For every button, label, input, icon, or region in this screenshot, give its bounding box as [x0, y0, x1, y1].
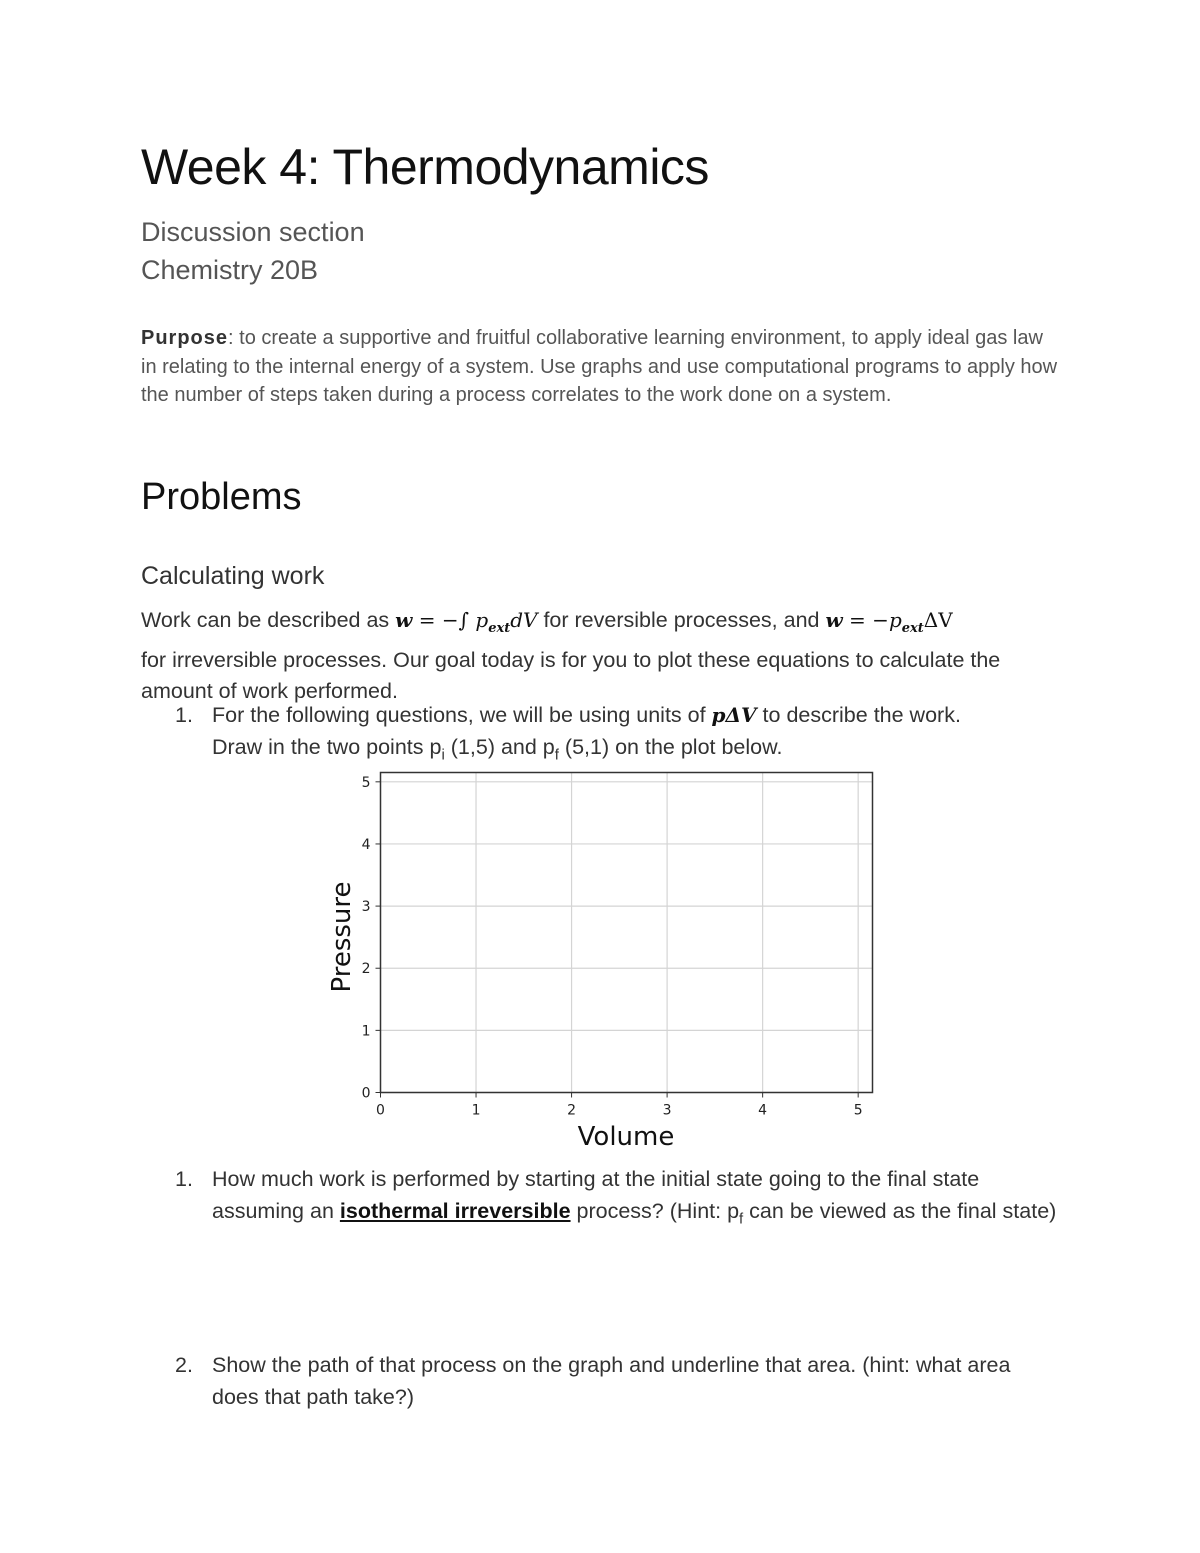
list-item-text [212, 1164, 1062, 1234]
q1-text-d: (1,5) and p [444, 734, 555, 759]
intro-paragraph [141, 605, 1061, 708]
x-tick-label: 4 [758, 1102, 768, 1119]
list-item-text: Show the path of that process on the graph and underline that area. (hint: what area does that path take?) [212, 1353, 1011, 1409]
list-item-q2 [175, 1164, 1065, 1260]
q1-sub-f: f [554, 745, 559, 763]
intro-text-3: for irreversible processes. Our goal today is for you to plot these equations to calculate the amount of work performed. [141, 647, 1001, 703]
y-axis-label: Pressure [327, 881, 357, 993]
purpose-paragraph [141, 324, 1061, 410]
list-number: 1. [175, 703, 193, 727]
x-tick-label: 0 [376, 1102, 385, 1119]
eq-w: w [395, 608, 413, 632]
y-tick-label: 4 [361, 836, 371, 853]
eq-ext: ext [488, 621, 511, 636]
eq-integral: = −∫ [412, 608, 476, 632]
eq2-dv: ΔV [923, 608, 953, 632]
subheading-calculating-work: Calculating work [141, 562, 325, 590]
purpose-label: Purpose [141, 327, 229, 349]
y-tick-label: 2 [361, 961, 371, 978]
y-tick-label: 1 [361, 1023, 371, 1040]
purpose-text: : to create a supportive and fruitful collaborative learning environment, to apply ideal gas law in relating to the internal energy of a system. Use graphs and use computational programs to apply how the number of steps taken during a process correlates to the work done on a system. [141, 327, 1058, 406]
eq2-w: w [825, 608, 843, 632]
q2-text-c: can be viewed as the final state) [743, 1198, 1057, 1223]
plot-frame [381, 773, 873, 1093]
q1-text-c: Draw in the two points p [212, 734, 442, 759]
intro-text-1: Work can be described as [141, 608, 396, 632]
irreversible-work-equation [825, 608, 953, 636]
chart-ticks [362, 775, 863, 1119]
pv-chart [320, 765, 890, 1155]
list-item-q1 [175, 700, 1065, 764]
q2-text-b: process? (Hint: p [570, 1198, 740, 1223]
x-tick-label: 5 [853, 1102, 863, 1119]
q1-text-b: to describe the work. [756, 703, 961, 727]
reversible-work-equation [395, 608, 538, 636]
list-number: 1. [175, 1167, 193, 1191]
q1-text-e: (5,1) on the plot below. [558, 734, 783, 759]
list-number: 2. [175, 1353, 193, 1377]
x-axis-label: Volume [577, 1122, 675, 1152]
eq-dv: dV [510, 608, 538, 632]
y-tick-label: 5 [361, 774, 371, 791]
q1-sub-i: i [441, 745, 445, 763]
q1-text-a: For the following questions, we will be using units of [212, 703, 712, 727]
q2-text-a: How much work is performed by starting at the initial state going to the final state assuming an [212, 1167, 980, 1223]
chart-grid [381, 773, 873, 1093]
list-item-text [212, 700, 1062, 770]
y-tick-label: 3 [361, 899, 371, 916]
section-heading-problems: Problems [141, 476, 302, 518]
subtitle-course: Chemistry 20B [141, 255, 319, 285]
list-item-q3 [175, 1350, 1065, 1414]
eq2-p: p [888, 608, 902, 632]
eq2-minus: = − [842, 608, 889, 632]
x-tick-label: 2 [567, 1102, 577, 1119]
intro-text-2: for reversible processes, and [537, 608, 826, 632]
eq-p: p [475, 608, 489, 632]
x-tick-label: 3 [662, 1102, 672, 1119]
x-tick-label: 1 [471, 1102, 481, 1119]
q2-emphasis: isothermal irreversible [339, 1198, 571, 1223]
q2-sub-f: f [739, 1209, 744, 1227]
y-tick-label: 0 [361, 1085, 371, 1102]
page-title: Week 4: Thermodynamics [141, 139, 709, 195]
eq2-ext: ext [901, 621, 924, 636]
q1-units-pdv: pΔV [711, 703, 757, 727]
subtitle-discussion: Discussion section [141, 217, 365, 247]
